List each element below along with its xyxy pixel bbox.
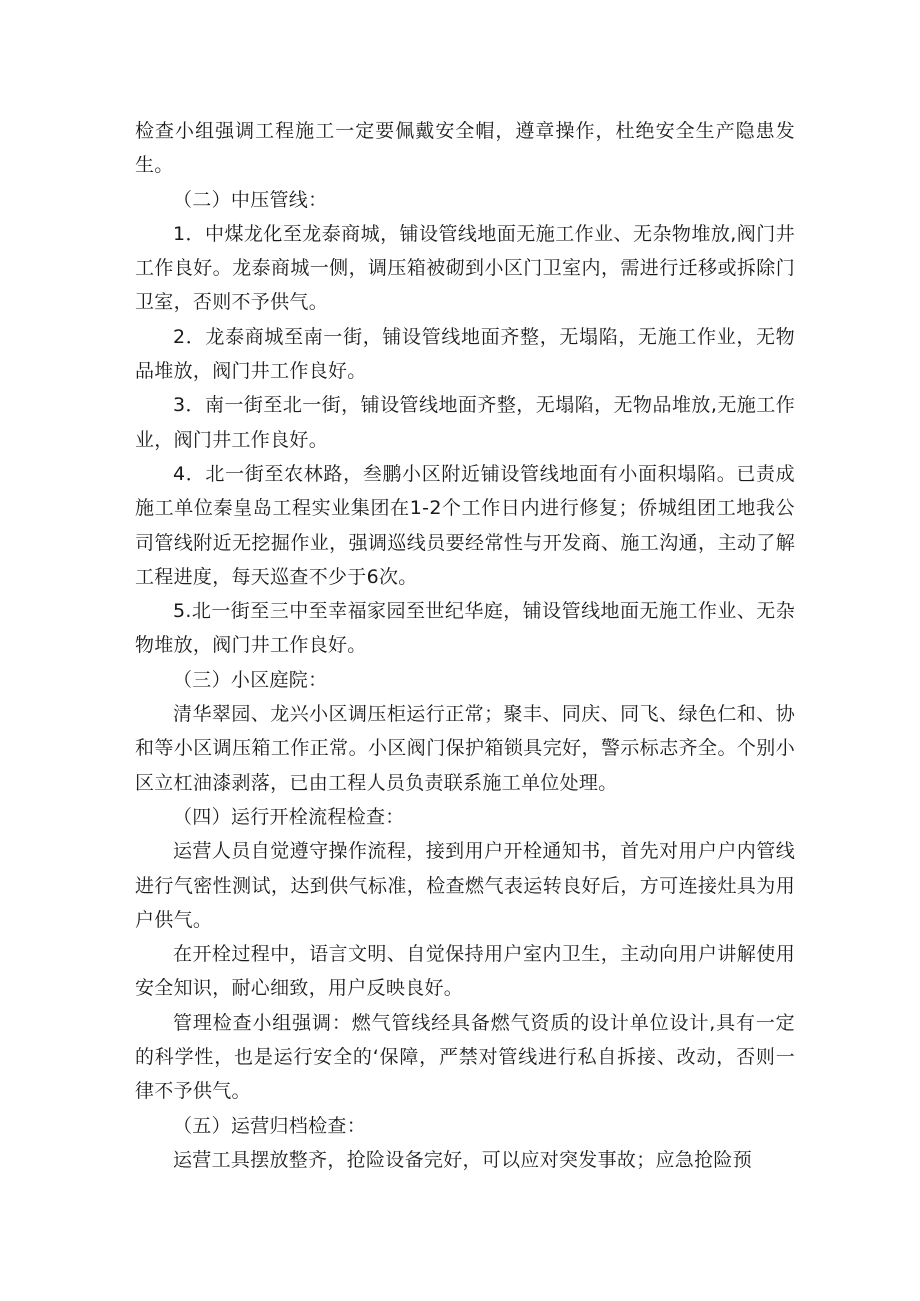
- paragraph-1: 检查小组强调工程施工一定要佩戴安全帽，遵章操作，杜绝安全生产隐患发生。: [135, 120, 795, 177]
- paragraph-management-note: 管理检查小组强调：燃气管线经具备燃气资质的设计单位设计,具有一定的科学性，也是运行安全的‘保障，严禁对管线进行私自拆接、改动，否则一律不予供气。: [135, 1011, 795, 1103]
- document-body: [135, 114, 795, 1177]
- paragraph-civility: 在开栓过程中，语言文明、自觉保持用户室内卫生，主动向用户讲解使用安全知识，耐心细致，用户反映良好。: [135, 943, 795, 1000]
- heading-archive-check: （五）运营归档检查：: [173, 1114, 367, 1137]
- paragraph-courtyard: 清华翠园、龙兴小区调压柜运行正常；聚丰、同庆、同飞、绿色仁和、协和等小区调压箱工作正常。小区阀门保护箱锁具完好，警示标志齐全。个别小区立杠油漆剥落，已由工程人员负责联系施工单位处理。: [135, 703, 795, 794]
- heading-medium-pressure: （二）中压管线：: [173, 188, 328, 211]
- paragraph-item-5: 5.北一街至三中至幸福家园至世纪华庭，铺设管线地面无施工作业、无杂物堆放，阀门井工作良好。: [135, 600, 795, 657]
- paragraph-item-1: 1．中煤龙化至龙泰商城，铺设管线地面无施工作业、无杂物堆放,阀门井工作良好。龙泰商城一侧，调压箱被砌到小区门卫室内，需进行迁移或拆除门卫室，否则不予供气。: [135, 222, 795, 314]
- paragraph-item-3: 3．南一街至北一街，铺设管线地面齐整，无塌陷，无物品堆放,无施工作业，阀门井工作良好。: [135, 394, 795, 451]
- paragraph-item-2: 2．龙泰商城至南一街，铺设管线地面齐整，无塌陷，无施工作业，无物品堆放，阀门井工作良好。: [135, 325, 795, 383]
- heading-valve-opening: （四）运行开栓流程检查：: [173, 805, 405, 828]
- paragraph-item-4: 4．北一街至农林路，叁鹏小区附近铺设管线地面有小面积塌陷。已责成施工单位秦皇岛工程实业集团在1-2个工作日内进行修复；侨城组团工地我公司管线附近无挖掘作业，强调巡线员要经常性与开发商、施工沟通，主动了解工程进度，每天巡查不少于6次。: [135, 462, 795, 588]
- heading-courtyard: （三）小区庭院：: [173, 668, 328, 691]
- paragraph-archive: 运营工具摆放整齐，抢险设备完好，可以应对突发事故；应急抢险预: [173, 1148, 753, 1171]
- paragraph-operation-flow: 运营人员自觉遵守操作流程，接到用户开栓通知书，首先对用户户内管线进行气密性测试，达到供气标准，检查燃气表运转良好后，方可连接灶具为用户供气。: [135, 840, 795, 931]
